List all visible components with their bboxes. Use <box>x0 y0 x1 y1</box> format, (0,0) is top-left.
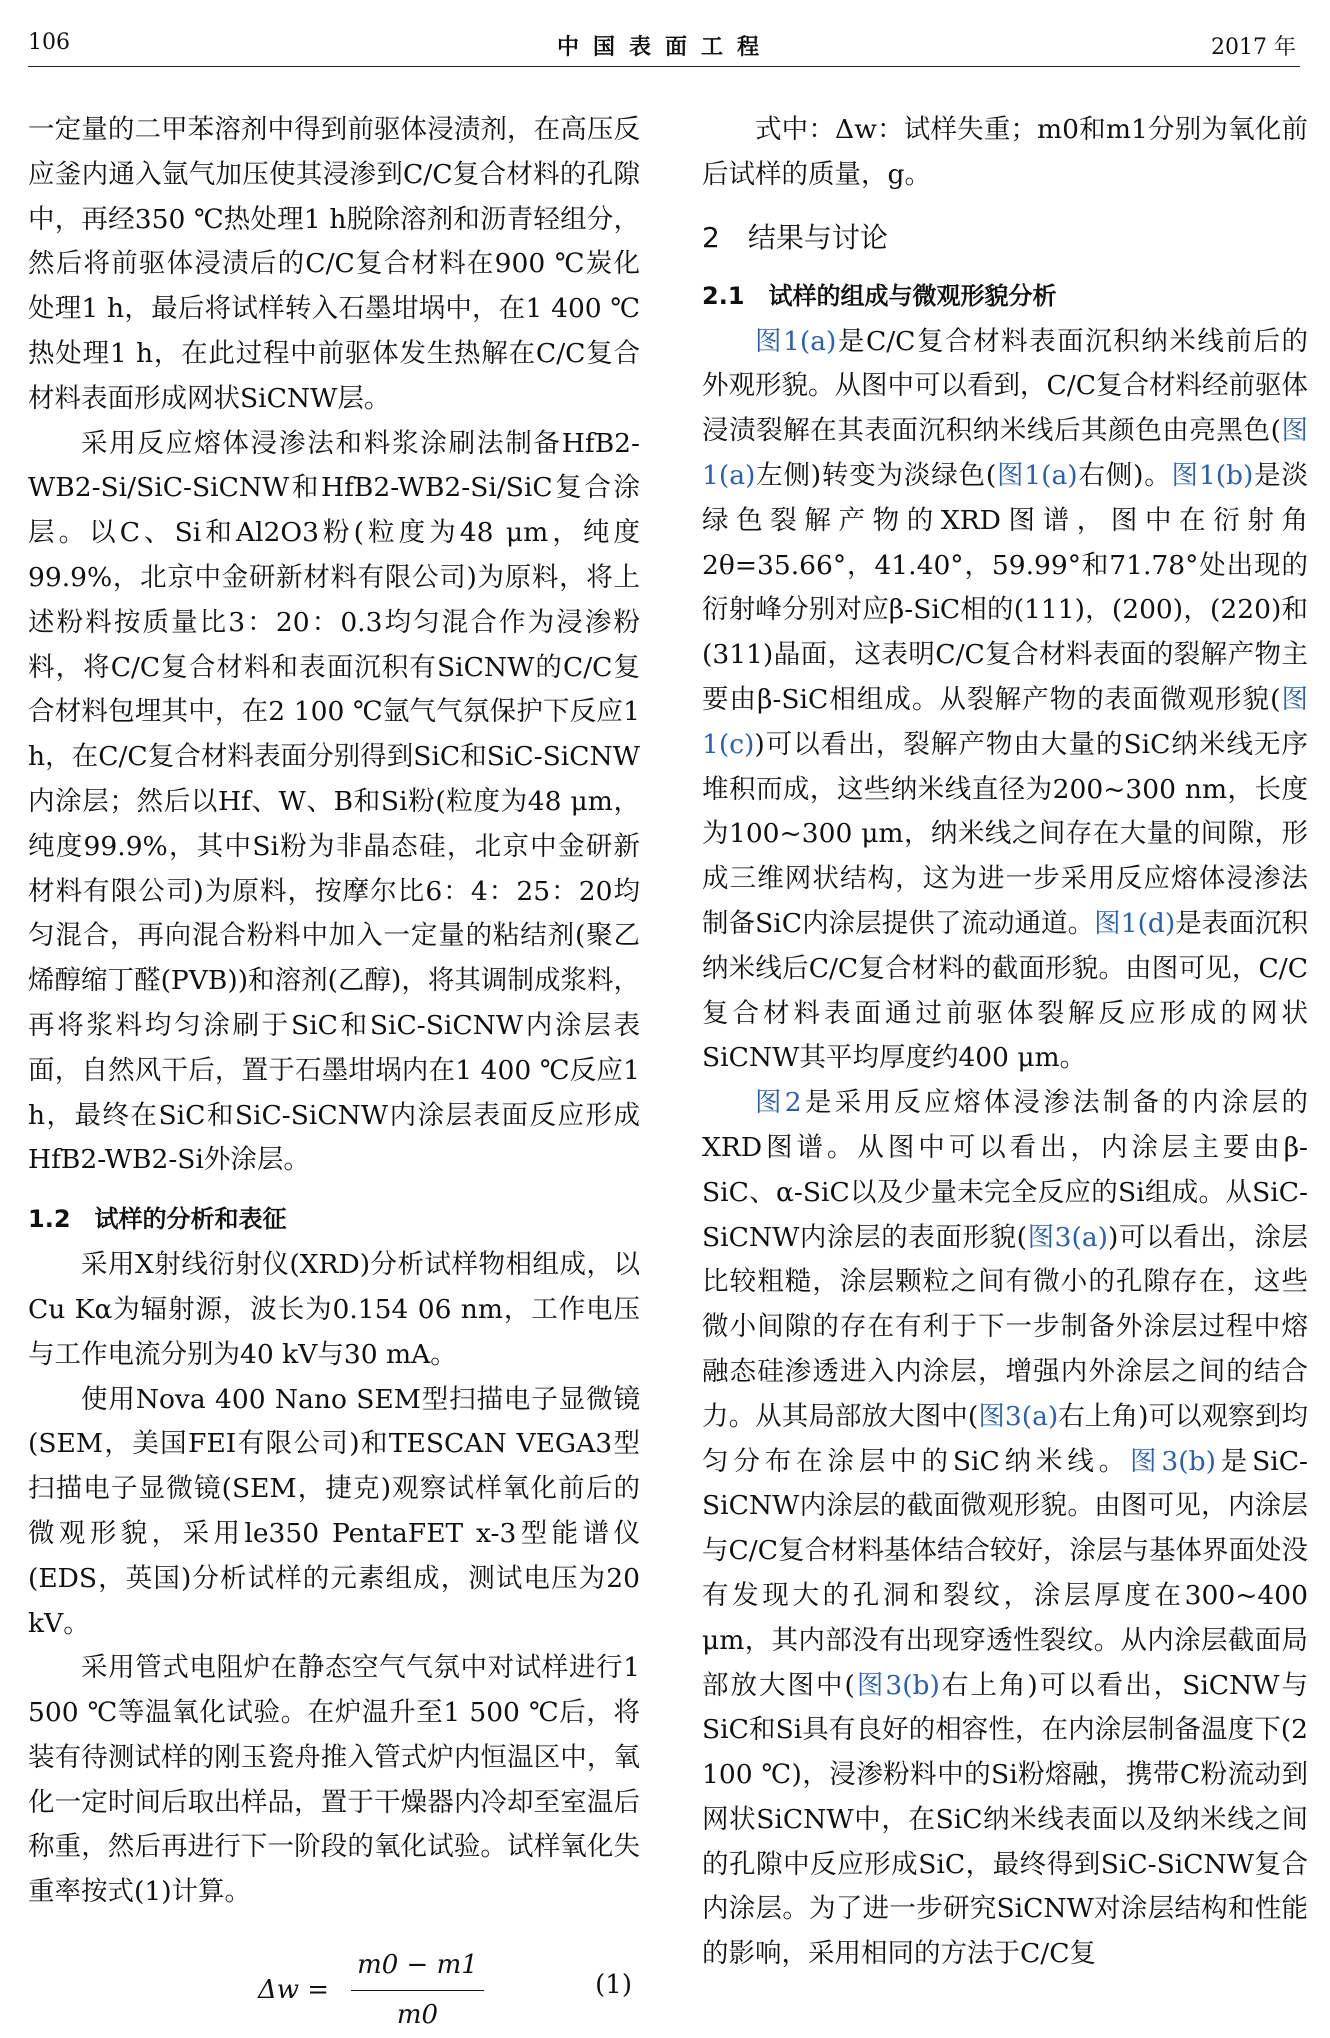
figure-link-1a[interactable]: 图1(a) <box>702 415 1308 491</box>
figure-link-1a[interactable]: 图1(a) <box>996 459 1078 491</box>
equation-fraction <box>351 1943 484 2038</box>
paragraph-figure-2-3 <box>702 1081 1308 1977</box>
fraction-bar <box>351 1990 484 1991</box>
figure-link-3b[interactable]: 图3(b) <box>1130 1445 1216 1477</box>
journal-title: 中国表面工程 <box>556 34 773 60</box>
text-segment: 右侧)。 <box>1077 459 1172 491</box>
figure-link-1d[interactable]: 图1(d) <box>1094 907 1176 939</box>
paragraph-sem: 使用Nova 400 Nano SEM型扫描电子显微镜(SEM，美国FEI有限公司)和TESCAN VEGA3型扫描电子显微镜(SEM，捷克)观察试样氧化前后的微观形貌，采用le350 PentaFET x-3型能谱仪(EDS，英国)分析试样的元素组成，测试电压为20 kV。 <box>28 1383 640 1639</box>
figure-link-1c[interactable]: 图1(c) <box>702 683 1309 760</box>
text-segment: 是表面沉积纳米线后C/C复合材料的截面形貌。由图可见，C/C复合材料表面通过前驱体裂解反应形成的网状SiCNW其平均厚度约400 μm。 <box>702 907 1309 1074</box>
figure-link-3a[interactable]: 图3(a) <box>1027 1221 1109 1253</box>
issue-year: 2017 年 <box>1211 35 1296 60</box>
equation-lhs: Δw = <box>258 1974 330 2005</box>
section-2-heading: 2 结果与讨论 <box>702 220 888 254</box>
figure-link-1b[interactable]: 图1(b) <box>1171 459 1254 491</box>
paragraph-coating-prep: 采用反应熔体浸渗法和料浆涂刷法制备HfB2-WB2-Si/SiC-SiCNW和HfB2-WB2-Si/SiC复合涂层。以C、Si和Al2O3粉(粒度为48 μm，纯度99.9%，北京中金研新材料有限公司)为原料，将上述粉料按质量比3：20：0.3均匀混合作为浸渗粉料，将C/C复合材料和表面沉积有SiCNW的C/C复合材料包埋其中，在2 100 ℃氩气气氛保护下反应1 h，在C/C复合材料表面分别得到SiC和SiC-SiCNW内涂层；然后以Hf、W、B和Si粉(粒度为48 μm，纯度99.9%，其中Si粉为非晶态硅，北京中金研新材料有限公司)为原料，按摩尔比6：4：25：20均匀混合，再向混合粉料中加入一定量的粘结剂(聚乙烯醇缩丁醛(PVB))和溶剂(乙醇)，将其调制成浆料，再将浆料均匀涂刷于SiC和SiC-SiCNW内涂层表面，自然风干后，置于石墨坩埚内在1 400 ℃反应1 h，最终在SiC和SiC-SiCNW内涂层表面反应形成HfB2-WB2-Si外涂层。 <box>28 427 640 1176</box>
equation-numerator: m0 − m1 <box>357 1950 478 1981</box>
paragraph-oxidation: 采用管式电阻炉在静态空气气氛中对试样进行1 500 ℃等温氧化试验。在炉温升至1 500 ℃后，将装有待测试样的刚玉瓷舟推入管式炉内恒温区中，氧化一定时间后取出样品，置于干燥器内冷却至室温后称重，然后再进行下一阶段的氧化试验。试样氧化失重率按式(1)计算。 <box>28 1652 640 1908</box>
paragraph-precursor: 一定量的二甲苯溶剂中得到前驱体浸渍剂，在高压反应釜内通入氩气加压使其浸渗到C/C复合材料的孔隙中，再经350 ℃热处理1 h脱除溶剂和沥青轻组分，然后将前驱体浸渍后的C/C复合材料在900 ℃炭化处理1 h，最后将试样转入石墨坩埚中，在1 400 ℃热处理1 h，在此过程中前驱体发生热解在C/C复合材料表面形成网状SiCNW层。 <box>28 114 640 414</box>
section-1-2-heading: 1.2 试样的分析和表征 <box>28 1205 287 1234</box>
text-segment: 右上角)可以看出，SiCNW与SiC和Si具有良好的相容性，在内涂层制备温度下(2 100 ℃)，浸渗粉料中的Si粉熔融，携带C粉流动到网状SiCNW中，在SiC纳米线表面以及纳米线之间的孔隙中反应形成SiC，最终得到SiC-SiCNW复合内涂层。为了进一步研究SiCNW对涂层结构和性能的影响，采用相同的方法于C/C复 <box>702 1669 1308 1970</box>
figure-link-2[interactable]: 图2 <box>755 1087 802 1119</box>
page-number: 106 <box>28 30 70 55</box>
equation-denominator: m0 <box>396 1999 439 2030</box>
text-segment: 是淡绿色裂解产物的XRD图谱，图中在衍射角2θ=35.66°，41.40°，59.99°和71.78°处出现的衍射峰分别对应β-SiC相的(111)，(200)，(220)和(311)晶面，这表明C/C复合材料表面的裂解产物主要由β-SiC相组成。从裂解产物的表面微观形貌( <box>702 459 1308 715</box>
section-2-1-heading: 2.1 试样的组成与微观形貌分析 <box>702 281 1057 310</box>
header-rule <box>28 66 1300 67</box>
text-segment: 是SiC-SiCNW内涂层的截面微观形貌。由图可见，内涂层与C/C复合材料基体结合较好，涂层与基体界面处没有发现大的孔洞和裂纹，涂层厚度在300~400 μm，其内部没有出现穿透性裂纹。从内涂层截面局部放大图中( <box>702 1445 1308 1701</box>
equation-1 <box>28 1925 640 2035</box>
equation-number: (1) <box>595 1970 632 2001</box>
figure-link-3b[interactable]: 图3(b) <box>854 1669 940 1701</box>
text-segment: )可以看出，裂解产物由大量的SiC纳米线无序堆积而成，这些纳米线直径为200~300 nm，长度为100~300 μm，纳米线之间存在大量的间隙，形成三维网状结构，这为进一步采用反应熔体浸渗法制备SiC内涂层提供了流动通道。 <box>702 728 1308 939</box>
text-segment: 左侧)转变为淡绿色( <box>755 459 997 491</box>
paragraph-equation-legend: 式中：Δw：试样失重；m0和m1分别为氧化前后试样的质量，g。 <box>702 114 1308 190</box>
text-segment: 是采用反应熔体浸渗法制备的内涂层的XRD图谱。从图中可以看出，内涂层主要由β-SiC、α-SiC以及少量未完全反应的Si组成。从SiC-SiCNW内涂层的表面形貌( <box>702 1087 1308 1253</box>
figure-link-1a[interactable]: 图1(a) <box>755 325 837 357</box>
left-column <box>28 108 640 2030</box>
text-segment: )可以看出，涂层比较粗糙，涂层颗粒之间有微小的孔隙存在，这些微小间隙的存在有利于下一步制备外涂层过程中熔融态硅渗透进入内涂层，增强内外涂层之间的结合力。从其局部放大图中( <box>702 1221 1309 1432</box>
text-segment: 是C/C复合材料表面沉积纳米线前后的外观形貌。从图中可以看到，C/C复合材料经前驱体浸渍裂解在其表面沉积纳米线后其颜色由亮黑色( <box>702 325 1309 447</box>
paragraph-xrd: 采用X射线衍射仪(XRD)分析试样物相组成，以Cu Kα为辐射源，波长为0.154 06 nm，工作电压与工作电流分别为40 kV与30 mA。 <box>28 1249 640 1370</box>
right-column <box>702 108 1308 2013</box>
figure-link-3a[interactable]: 图3(a) <box>978 1400 1059 1432</box>
paragraph-figure-1 <box>702 320 1308 1082</box>
text-segment: 右上角)可以观察到均匀分布在涂层中的SiC纳米线。 <box>702 1400 1308 1477</box>
